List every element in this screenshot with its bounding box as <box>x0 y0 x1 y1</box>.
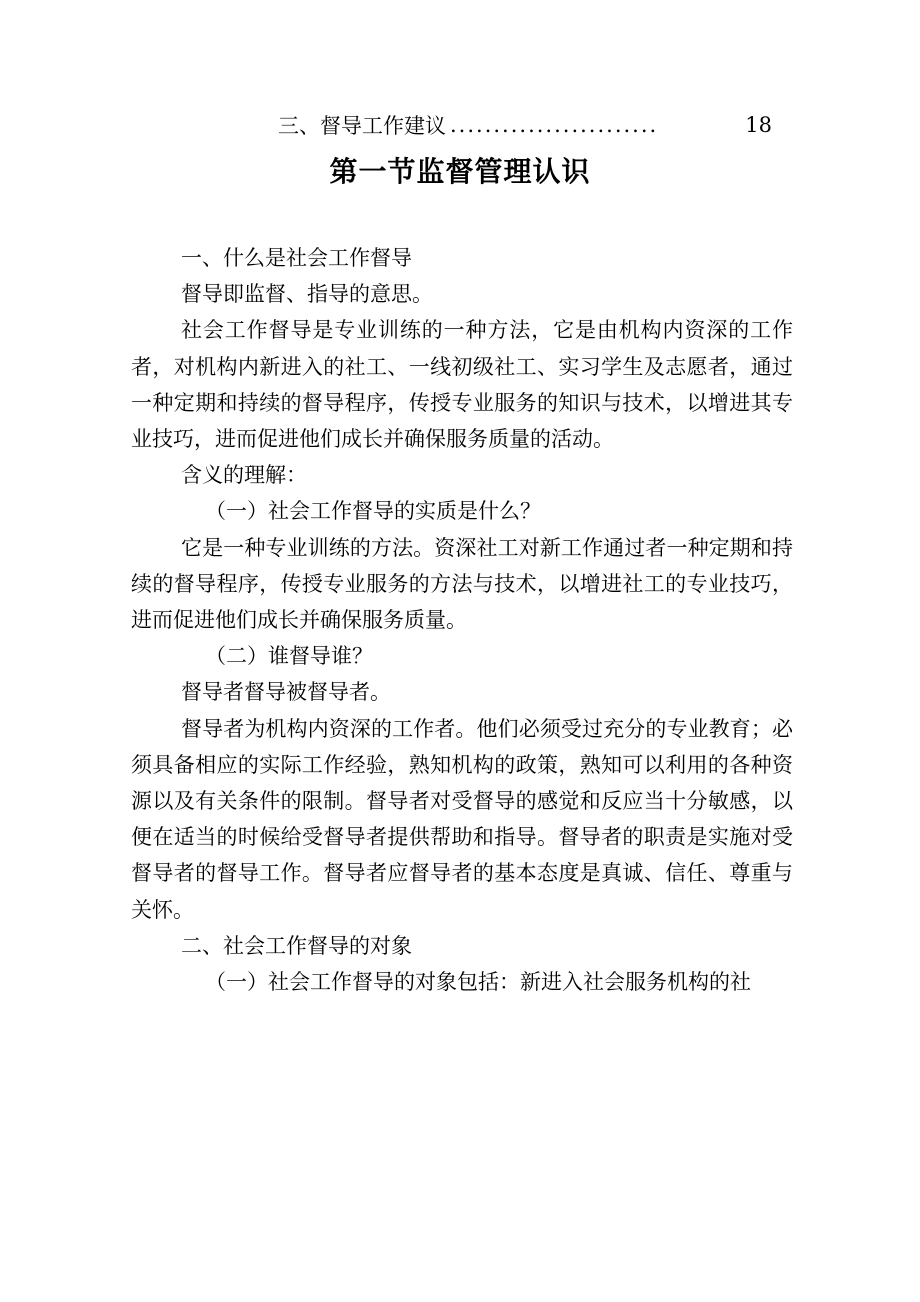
subheading-essence: （一）社会工作督导的实质是什么？ <box>205 499 541 524</box>
toc-entry-text: 三、督导工作建议 <box>278 114 446 138</box>
paragraph-definition-long: 社会工作督导是专业训练的一种方法，它是由机构内资深的工作者，对机构内新进入的社工、一线初级社工、实习学生及志愿者，通过一种定期和持续的督导程序，传授专业服务的知识与技术，以增进其专业技巧，进而促进他们成长并确保服务质量的活动。 <box>131 318 793 452</box>
toc-dot-leader: ........................ <box>450 113 659 137</box>
paragraph-supervisor-role: 督导者为机构内资深的工作者。他们必须受过充分的专业教育；必须具备相应的实际工作经验，熟知机构的政策，熟知可以利用的各种资源以及有关条件的限制。督导者对受督导的感觉和反应当十分敏感，以便在适当的时候给受督导者提供帮助和指导。督导者的职责是实施对受督导者的督导工作。督导者应督导者的基本态度是真诚、信任、尊重与关怀。 <box>131 716 793 922</box>
paragraph-who-supervises: 督导者督导被督导者。 <box>181 680 391 705</box>
paragraph-definition-short: 督导即监督、指导的意思。 <box>181 282 433 307</box>
paragraph-essence: 它是一种专业训练的方法。资深社工对新工作通过者一种定期和持续的督导程序，传授专业服务的方法与技术，以增进社工的专业技巧，进而促进他们成长并确保服务质量。 <box>131 535 793 633</box>
heading-supervision-target: 二、社会工作督导的对象 <box>181 933 412 958</box>
toc-page-number: 18 <box>745 113 772 137</box>
subheading-who-supervises: （二）谁督导谁？ <box>205 644 373 669</box>
body-text <box>131 240 793 1000</box>
paragraph-target-list: （一）社会工作督导的对象包括：新进入社会服务机构的社 <box>205 970 751 995</box>
paragraph-meaning-label: 含义的理解： <box>181 463 307 488</box>
toc-entry[interactable] <box>278 108 772 142</box>
section-title: 第一节监督管理认识 <box>329 155 591 188</box>
heading-what-is-supervision: 一、什么是社会工作督导 <box>181 246 412 270</box>
